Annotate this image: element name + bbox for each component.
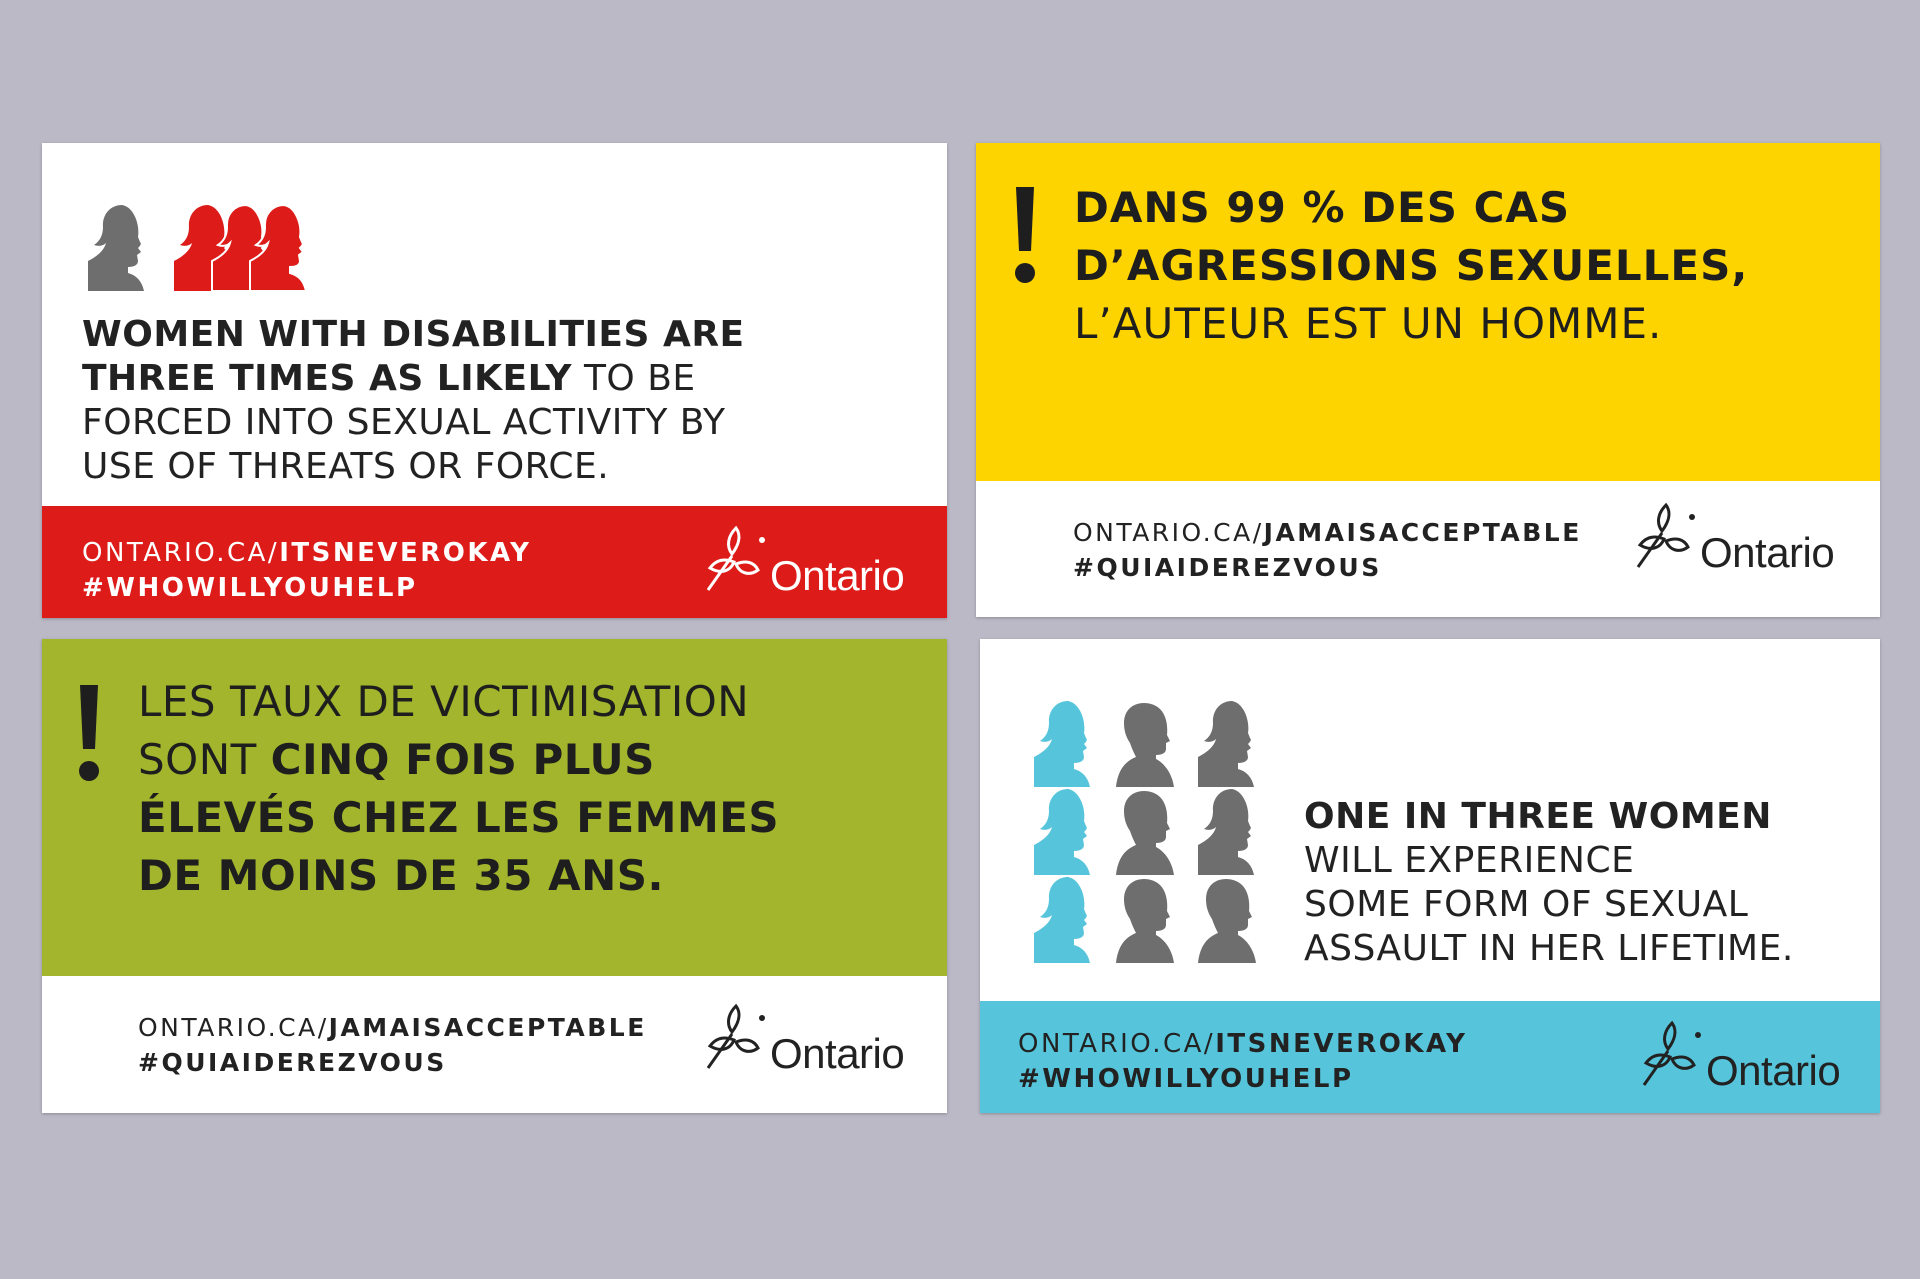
campaign-links bbox=[1018, 1027, 1467, 1097]
silhouette-group bbox=[82, 199, 312, 291]
trillium-icon bbox=[1638, 1013, 1708, 1093]
url-prefix: ONTARIO.CA/ bbox=[82, 538, 280, 568]
poster-card-aggressions bbox=[976, 143, 1880, 617]
statement-text: SONT bbox=[138, 735, 271, 784]
trillium-icon bbox=[1632, 495, 1702, 575]
silhouette-grid bbox=[1028, 695, 1268, 963]
trillium-icon bbox=[702, 996, 772, 1076]
statement-emphasis: CINQ FOIS PLUS bbox=[270, 735, 655, 784]
campaign-hashtag[interactable]: #QUIAIDEREZVOUS bbox=[138, 1048, 447, 1077]
statement-line: ONE IN THREE WOMEN bbox=[1304, 796, 1772, 837]
people-silhouette-icon bbox=[1028, 695, 1268, 963]
statement-line: FORCED INTO SEXUAL ACTIVITY BY bbox=[82, 402, 726, 443]
statement-line: DANS 99 % DES CAS bbox=[1074, 183, 1571, 232]
campaign-links bbox=[138, 1010, 647, 1080]
exclamation-icon bbox=[1014, 187, 1036, 285]
poster-footer bbox=[42, 976, 947, 1113]
trillium-icon bbox=[702, 518, 772, 598]
ontario-wordmark: Ontario bbox=[770, 1030, 905, 1077]
ontario-wordmark: Ontario bbox=[1706, 1047, 1841, 1094]
ontario-logo bbox=[702, 996, 912, 1086]
statement-emphasis: THREE TIMES AS LIKELY bbox=[82, 358, 572, 399]
poster-body bbox=[42, 143, 947, 506]
statement bbox=[1074, 179, 1834, 353]
poster-card-one-in-three bbox=[980, 639, 1880, 1113]
statement-line: D’AGRESSIONS SEXUELLES, bbox=[1074, 241, 1749, 290]
statement-line: SOME FORM OF SEXUAL bbox=[1304, 884, 1749, 925]
poster-footer bbox=[980, 1001, 1880, 1113]
poster-body bbox=[976, 143, 1880, 481]
statement-line: LES TAUX DE VICTIMISATION bbox=[138, 677, 750, 726]
campaign-hashtag[interactable]: #QUIAIDEREZVOUS bbox=[1073, 553, 1382, 582]
ontario-wordmark: Ontario bbox=[1700, 529, 1835, 576]
poster-footer bbox=[976, 481, 1880, 617]
campaign-url[interactable]: JAMAISACCEPTABLE bbox=[328, 1013, 647, 1042]
url-prefix: ONTARIO.CA/ bbox=[138, 1013, 329, 1042]
poster-body bbox=[980, 639, 1880, 1001]
statement-line: ASSAULT IN HER LIFETIME. bbox=[1304, 928, 1794, 969]
statement-line: USE OF THREATS OR FORCE. bbox=[82, 446, 610, 487]
url-prefix: ONTARIO.CA/ bbox=[1073, 518, 1264, 547]
statement bbox=[138, 673, 918, 905]
campaign-hashtag[interactable]: #WHOWILLYOUHELP bbox=[82, 573, 418, 603]
ontario-logo bbox=[1638, 1013, 1848, 1103]
ontario-wordmark: Ontario bbox=[770, 552, 905, 599]
campaign-links bbox=[82, 536, 531, 606]
woman-silhouette-icon bbox=[82, 199, 312, 291]
statement bbox=[1304, 795, 1864, 971]
ontario-logo bbox=[702, 518, 912, 608]
statement-line: WILL EXPERIENCE bbox=[1304, 840, 1635, 881]
campaign-url[interactable]: ITSNEVEROKAY bbox=[1215, 1029, 1468, 1059]
statement-line: WOMEN WITH DISABILITIES ARE bbox=[82, 314, 745, 355]
statement-line: L’AUTEUR EST UN HOMME. bbox=[1074, 299, 1663, 348]
exclamation-icon bbox=[78, 685, 100, 783]
statement-line: ÉLEVÉS CHEZ LES FEMMES bbox=[138, 793, 780, 842]
ontario-logo bbox=[1632, 495, 1842, 585]
campaign-url[interactable]: JAMAISACCEPTABLE bbox=[1263, 518, 1582, 547]
statement-line: DE MOINS DE 35 ANS. bbox=[138, 851, 664, 900]
poster-footer bbox=[42, 506, 947, 618]
campaign-url[interactable]: ITSNEVEROKAY bbox=[279, 538, 532, 568]
poster-card-victimisation bbox=[42, 639, 947, 1113]
url-prefix: ONTARIO.CA/ bbox=[1018, 1029, 1216, 1059]
statement-text: TO BE bbox=[572, 358, 696, 399]
campaign-links bbox=[1073, 515, 1582, 585]
statement bbox=[82, 313, 802, 489]
poster-body bbox=[42, 639, 947, 976]
campaign-hashtag[interactable]: #WHOWILLYOUHELP bbox=[1018, 1064, 1354, 1094]
poster-card-disabilities bbox=[42, 143, 947, 618]
